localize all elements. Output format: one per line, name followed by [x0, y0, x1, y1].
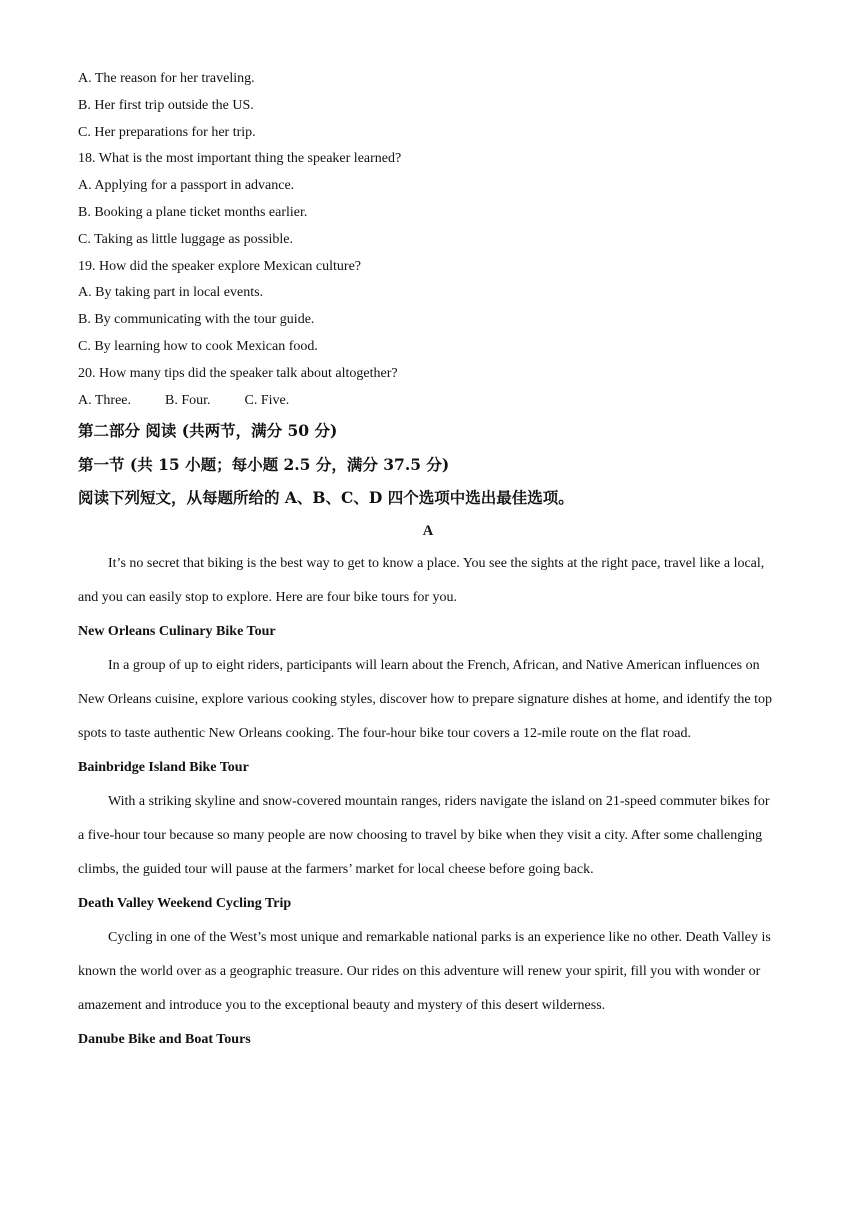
tour-title: Danube Bike and Boat Tours [78, 1031, 251, 1047]
q18-option-a: A. Applying for a passport in advance. [78, 178, 295, 194]
tour-title: Bainbridge Island Bike Tour [78, 759, 249, 775]
part-title: 第二部分 阅读 (共两节，满分 50 分) [78, 421, 338, 441]
q17-option-b: B. Her first trip outside the US. [78, 97, 254, 113]
instruction: 阅读下列短文，从每题所给的 A、B、C、D 四个选项中选出最佳选项。 [78, 488, 574, 508]
subsection-title: 第一节 (共 15 小题；每小题 2.5 分，满分 37.5 分) [78, 454, 450, 474]
passage-intro: It’s no secret that biking is the best way to get to know a place. You see the sights at the right pace, travel like a local, and you can easily stop to explore. Here are four bike tours for you. [78, 555, 765, 605]
q20-stem: 20. How many tips did the speaker talk about altogether? [78, 365, 398, 381]
q20-option-c: C. Five. [244, 392, 290, 408]
q19-option-c: C. By learning how to cook Mexican food. [78, 338, 318, 354]
tour-description: Cycling in one of the West’s most unique and remarkable national parks is an experience like no other. Death Valley is known the world over as a geographic treasure. Our rides on this adventure will renew your spirit, fill you with wonder or amazement and introduce you to the exceptional beauty and mystery of this desert wilderness. [78, 929, 771, 1013]
question-20 [78, 361, 778, 415]
tour-title: New Orleans Culinary Bike Tour [78, 623, 276, 639]
tour-description: In a group of up to eight riders, participants will learn about the French, African, and Native American influences on New Orleans cuisine, explore various cooking styles, discover how to prepare signature dishes at home, and identify the top spots to taste authentic New Orleans cooking. The four-hour bike tour covers a 12-mile route on the flat road. [78, 657, 772, 741]
q18-stem: 18. What is the most important thing the speaker learned? [78, 151, 402, 167]
q18-option-b: B. Booking a plane ticket months earlier. [78, 204, 308, 220]
q20-option-a: A. Three. [78, 392, 131, 408]
q19-stem: 19. How did the speaker explore Mexican culture? [78, 258, 362, 274]
q19-option-a: A. By taking part in local events. [78, 285, 264, 301]
passage-letter: A [422, 522, 434, 539]
question-19 [78, 254, 778, 361]
question-18 [78, 146, 778, 253]
q17-option-a: A. The reason for her traveling. [78, 71, 255, 86]
q20-option-b: B. Four. [165, 392, 211, 408]
exam-page [78, 66, 778, 1057]
question-17-options [78, 66, 778, 146]
tour-title: Death Valley Weekend Cycling Trip [78, 895, 292, 911]
q18-option-c: C. Taking as little luggage as possible. [78, 231, 293, 247]
q19-option-b: B. By communicating with the tour guide. [78, 312, 315, 328]
q17-option-c: C. Her preparations for her trip. [78, 124, 256, 140]
tour-description: With a striking skyline and snow-covered mountain ranges, riders navigate the island on 21-speed commuter bikes for a five-hour tour because so many people are now choosing to travel by bike when they visit a city. After some challenging climbs, the guided tour will pause at the farmers’ market for local cheese before going back. [78, 793, 770, 877]
q20-options [78, 388, 778, 415]
